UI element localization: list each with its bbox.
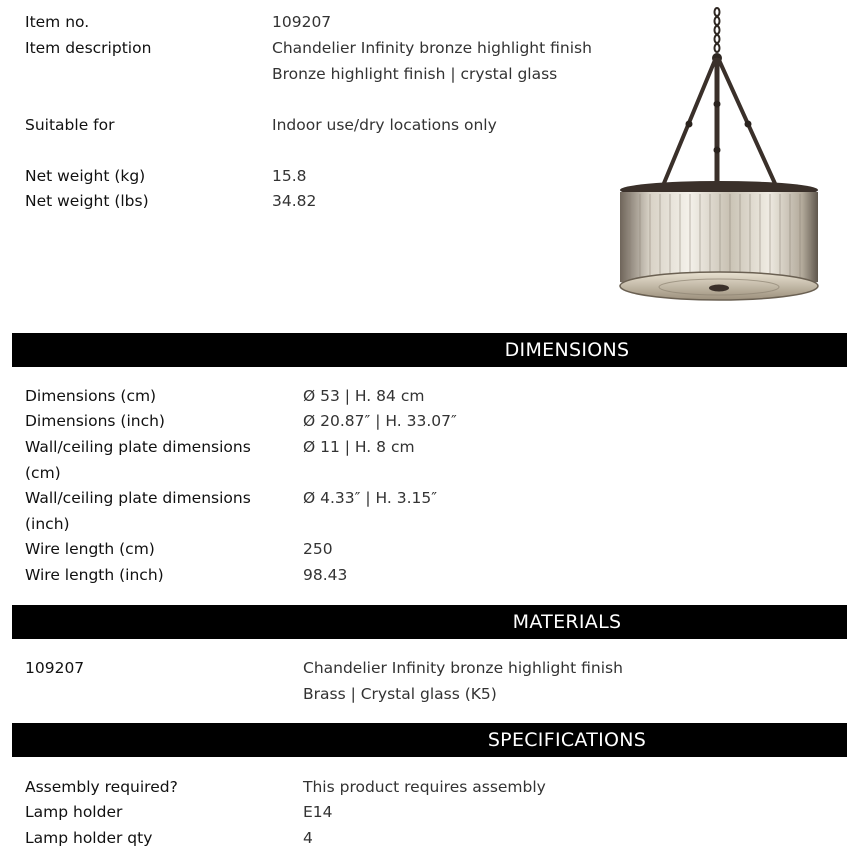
wire-length-cm-value: 250 (303, 540, 333, 558)
wall-plate-inch-label-line1: Wall/ceiling plate dimensions (25, 489, 251, 507)
assembly-required-label: Assembly required? (25, 778, 178, 796)
item-description-line2: Bronze highlight finish | crystal glass (272, 65, 558, 83)
dimensions-inch-label: Dimensions (inch) (25, 412, 165, 430)
wall-plate-inch-value: Ø 4.33″ | H. 3.15″ (303, 489, 438, 507)
wall-plate-cm-label-line1: Wall/ceiling plate dimensions (25, 438, 251, 456)
wall-plate-cm-label-line2: (cm) (25, 464, 61, 482)
suitable-for-label: Suitable for (25, 116, 115, 134)
assembly-required-value: This product requires assembly (303, 778, 546, 796)
materials-item-no: 109207 (25, 659, 85, 677)
dimensions-cm-label: Dimensions (cm) (25, 387, 157, 405)
specifications-heading: SPECIFICATIONS (487, 729, 647, 751)
item-description-line1: Chandelier Infinity bronze highlight finish (272, 39, 592, 57)
materials-header (12, 605, 847, 639)
specifications-header (12, 723, 847, 757)
materials-heading: MATERIALS (512, 611, 622, 633)
materials-line2: Brass | Crystal glass (K5) (303, 685, 497, 703)
suitable-for-value: Indoor use/dry locations only (272, 116, 497, 134)
net-weight-kg-label: Net weight (kg) (25, 167, 146, 185)
lamp-holder-qty-label: Lamp holder qty (25, 829, 153, 847)
net-weight-lbs-value: 34.82 (272, 192, 317, 210)
wire-length-inch-label: Wire length (inch) (25, 566, 164, 584)
dimensions-cm-value: Ø 53 | H. 84 cm (303, 387, 425, 405)
wire-length-inch-value: 98.43 (303, 566, 348, 584)
materials-line1: Chandelier Infinity bronze highlight finish (303, 659, 623, 677)
wall-plate-cm-value: Ø 11 | H. 8 cm (303, 438, 415, 456)
item-no-value: 109207 (272, 13, 332, 31)
chandelier-illustration (612, 0, 826, 312)
product-image (612, 0, 826, 312)
item-no-label: Item no. (25, 13, 90, 31)
wall-plate-inch-label-line2: (inch) (25, 515, 70, 533)
dimensions-inch-value: Ø 20.87″ | H. 33.07″ (303, 412, 457, 430)
lamp-holder-value: E14 (303, 803, 333, 821)
net-weight-lbs-label: Net weight (lbs) (25, 192, 149, 210)
net-weight-kg-value: 15.8 (272, 167, 307, 185)
dimensions-heading: DIMENSIONS (504, 339, 630, 361)
wire-length-cm-label: Wire length (cm) (25, 540, 155, 558)
lamp-holder-qty-value: 4 (303, 829, 313, 847)
item-description-label: Item description (25, 39, 152, 57)
lamp-holder-label: Lamp holder (25, 803, 123, 821)
dimensions-header (12, 333, 847, 367)
